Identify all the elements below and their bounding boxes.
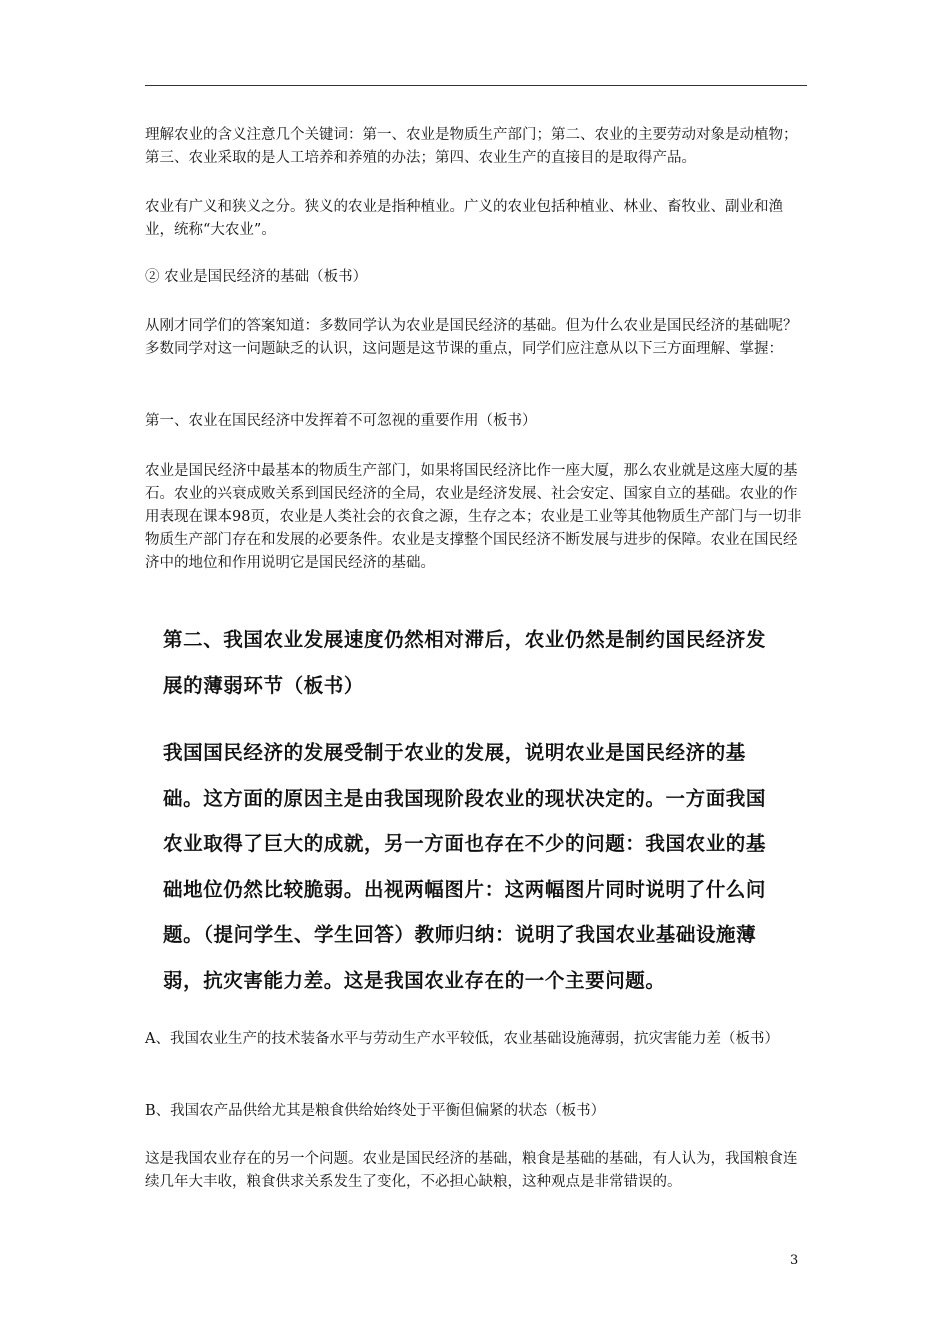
paragraph-grain-supply: 这是我国农业存在的另一个问题。农业是国民经济的基础，粮食是基础的基础，有人认为，我国粮食连续几年大丰收，粮食供求关系发生了变化，不必担心缺粮，这种观点是非常错误的。	[145, 1151, 798, 1190]
paragraph-students-answer: 从刚才同学们的答案知道：多数同学认为农业是国民经济的基础。但为什么农业是国民经济的基础呢？多数同学对这一问题缺乏的认识，这问题是这节课的重点，同学们应注意从以下三方面理解、掌握：	[145, 318, 798, 357]
header-rule	[145, 85, 807, 86]
paragraph-basic-sector: 农业是国民经济中最基本的物质生产部门，如果将国民经济比作一座大厦，那么农业就是这座大厦的基石。农业的兴衰成败关系到国民经济的全局，农业是经济发展、社会安定、国家自立的基础。农业的作用表现在课本98页，农业是人类社会的衣食之源，生存之本；农业是工业等其他物质生产部门与一切非物质生产部门存在和发展的必要条件。农业是支撑整个国民经济不断发展与进步的保障。农业在国民经济中的地位和作用说明它是国民经济的基础。	[145, 463, 802, 571]
point-b: B、我国农产品供给尤其是粮食供给始终处于平衡但偏紧的状态（板书）	[145, 1103, 606, 1119]
section-heading-foundation: ② 农业是国民经济的基础（板书）	[145, 269, 368, 285]
point-a: A、我国农业生产的技术装备水平与劳动生产水平较低，农业基础设施薄弱，抗灾害能力差（板书）	[145, 1031, 779, 1047]
paragraph-broad-narrow: 农业有广义和狭义之分。狭义的农业是指种植业。广义的农业包括种植业、林业、畜牧业、副业和渔业，统称“大农业”。	[145, 199, 783, 238]
paragraph-development-constraint: 我国国民经济的发展受制于农业的发展，说明农业是国民经济的基础。这方面的原因主是由我国现阶段农业的现状决定的。一方面我国农业取得了巨大的成就，另一方面也存在不少的问题：我国农业的基础地位仍然比较脆弱。出视两幅图片：这两幅图片同时说明了什么问题。（提问学生、学生回答）教师归纳：说明了我国农业基础设施薄弱，抗灾害能力差。这是我国农业存在的一个主要问题。	[163, 741, 767, 992]
paragraph-agriculture-definition: 理解农业的含义注意几个关键词：第一、农业是物质生产部门；第二、农业的主要劳动对象是动植物；第三、农业采取的是人工培养和养殖的办法；第四、农业生产的直接目的是取得产品。	[145, 127, 798, 166]
subheading-first: 第一、农业在国民经济中发挥着不可忽视的重要作用（板书）	[145, 413, 537, 429]
subheading-second: 第二、我国农业发展速度仍然相对滞后，农业仍然是制约国民经济发展的薄弱环节（板书）	[163, 628, 767, 697]
page-number: 3	[790, 1253, 799, 1268]
